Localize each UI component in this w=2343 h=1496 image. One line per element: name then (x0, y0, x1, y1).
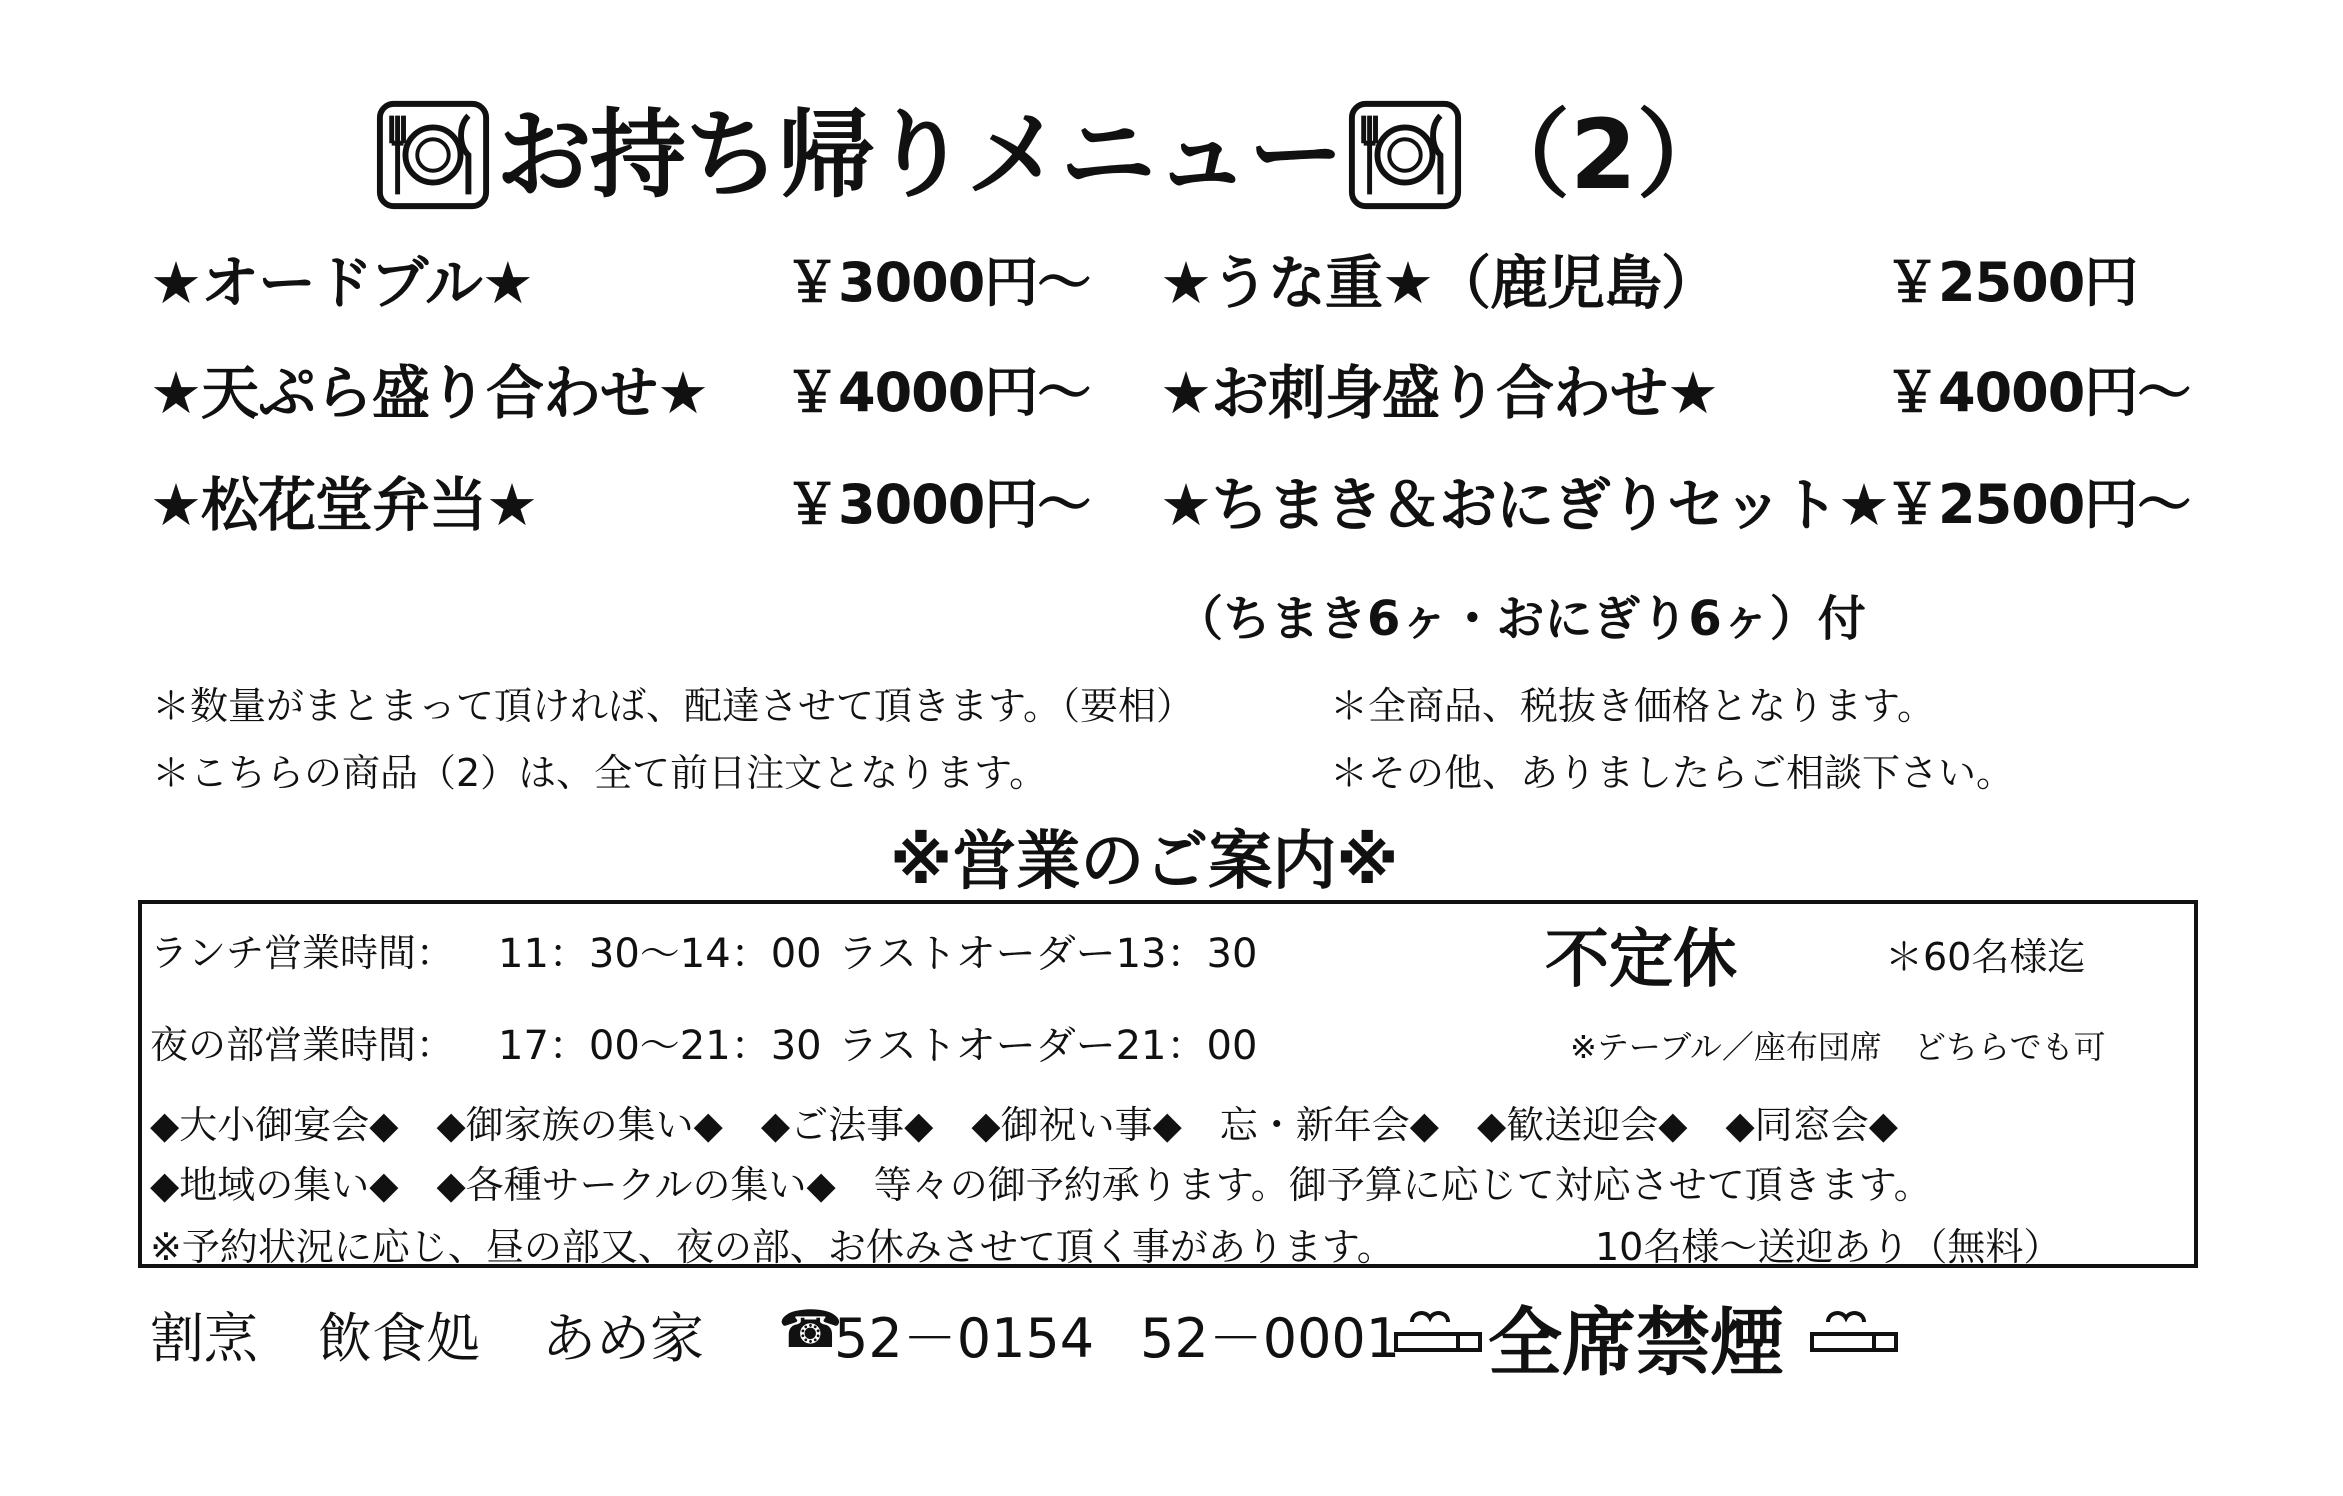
cutlery-plate-icon (374, 96, 492, 214)
title-text: お持ち帰りメニュー (496, 99, 1342, 211)
phone-number-2: 52－0001 (1140, 1307, 1401, 1370)
note-tax: ＊全商品、税抜き価格となります。 (1330, 684, 1935, 728)
no-smoking-text: 全席禁煙 (1488, 1300, 1784, 1386)
menu-item-price: ￥2500円～ (1885, 473, 2191, 536)
menu-item-name: ★うな重★（鹿児島） (1160, 249, 1718, 317)
lunch-last-order: ラストオーダー13：30 (838, 931, 1258, 977)
menu-item-price: ￥2500円 (1885, 251, 2138, 314)
cigarette-icon (1392, 1304, 1484, 1360)
menu-item-name: ★松花堂弁当★ (150, 471, 537, 539)
phone-icon: ☎ (778, 1300, 843, 1360)
pickup-service: 10名様～送迎あり（無料） (1595, 1225, 2062, 1269)
note-consult: ＊その他、ありましたらご相談下さい。 (1330, 751, 2015, 795)
note-delivery: ＊数量がまとまって頂ければ、配達させて頂きます。（要相） (152, 684, 1194, 728)
events-line-1: ◆大小御宴会◆ ◆御家族の集い◆ ◆ご法事◆ ◆御祝い事◆ 忘・新年会◆ ◆歓送迎会◆ ◆同窓会◆ (150, 1103, 1898, 1147)
menu-item-price: ￥3000円～ (785, 473, 1091, 536)
dinner-last-order: ラストオーダー21：00 (838, 1023, 1258, 1069)
events-line-2: ◆地域の集い◆ ◆各種サークルの集い◆ 等々の御予約承ります。御予算に応じて対応させて頂きます。 (150, 1163, 1932, 1207)
cutlery-plate-icon (1346, 96, 1464, 214)
dinner-hours: 17：00～21：30 (498, 1023, 822, 1069)
menu-item-price: ￥4000円～ (1885, 361, 2191, 424)
reservation-note: ※予約状況に応じ、昼の部又、夜の部、お休みさせて頂く事があります。 (150, 1225, 1395, 1269)
phone-number-1: 52－0154 (834, 1307, 1095, 1370)
capacity-note: ＊60名様迄 (1885, 935, 2086, 979)
shop-type-eatery: 飲食処 (318, 1307, 480, 1370)
closed-days: 不定休 (1545, 923, 1737, 997)
menu-item-name: ★オードブル★ (150, 249, 533, 317)
menu-title (370, 80, 1733, 230)
cigarette-icon (1808, 1304, 1900, 1360)
lunch-hours-label: ランチ営業時間： (150, 931, 455, 975)
business-info-header: ※営業のご案内※ (890, 825, 1399, 899)
menu-item-name: ★天ぷら盛り合わせ★ (150, 359, 708, 427)
seating-note: ※テーブル／座布団席 どちらでも可 (1570, 1028, 2106, 1066)
menu-item-name: ★お刺身盛り合わせ★ (1160, 359, 1718, 427)
shop-type-kappo: 割烹 (150, 1307, 258, 1370)
set-contents-note: （ちまき6ヶ・おにぎり6ヶ）付 (1175, 591, 1866, 647)
menu-item-name: ★ちまき＆おにぎりセット★ (1160, 471, 1889, 539)
title-suffix: （2） (1474, 99, 1733, 211)
menu-item-price: ￥4000円～ (785, 361, 1091, 424)
shop-name: あめ家 (542, 1307, 704, 1370)
menu-item-price: ￥3000円～ (785, 251, 1091, 314)
dinner-hours-label: 夜の部営業時間： (150, 1023, 455, 1067)
note-preorder: ＊こちらの商品（2）は、全て前日注文となります。 (152, 751, 1048, 795)
lunch-hours: 11：30～14：00 (498, 931, 822, 977)
